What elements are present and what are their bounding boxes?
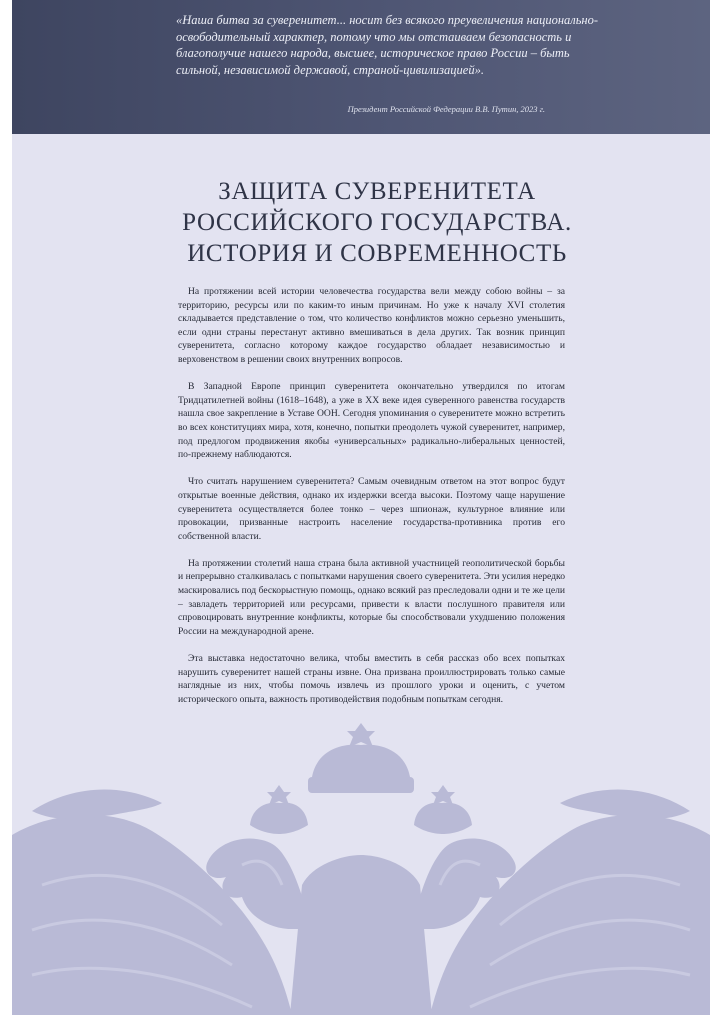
paragraph-2: В Западной Европе принцип суверенитета окончательно утвердился по итогам Тридцатилетней войны (1618–1648), а уже в XX веке идея суверенного равенства государств нашла свое закрепление в Уставе ООН. Сегодня упоминания о суверенитете можно встретить во всех конституциях мира, хотя, конечно, попытки преодолеть чужой суверенитет, например, под предлогом продвижения якобы «универсальных» радикально-либеральных ценностей, по-прежнему наблюдаются.: [178, 381, 565, 461]
paragraph-1: На протяжении всей истории человечества государства вели между собою войны – за территорию, ресурсы или по каким-то иным причинам. Но уже к началу XVI столетия складывается представление о том, что количество конфликтов можно серьезно уменьшить, если одни страны перестанут активно вмешиваться в дела других. Так возник принцип суверенитета, согласно которому каждое государство обладает независимостью и верховенством в решении своих внутренних вопросов.: [178, 286, 565, 365]
double-headed-eagle-emblem: [12, 715, 710, 1015]
body-text: [178, 285, 565, 720]
title-line-1: ЗАЩИТА СУВЕРЕНИТЕТА: [218, 178, 536, 205]
title-line-2: РОССИЙСКОГО ГОСУДАРСТВА.: [182, 209, 572, 236]
quote-banner: [12, 0, 710, 134]
poster-sheet: [12, 0, 710, 1015]
paragraph-5: Эта выставка недостаточно велика, чтобы вместить в себя рассказ обо всех попытках нарушить суверенитет нашей страны извне. Она призвана проиллюстрировать только самые наглядные из них, чтобы помочь извлечь из прошлого уроки и оценить, с учетом исторического опыта, важность противодействия подобным попыткам сегодня.: [178, 653, 565, 705]
title-line-3: ИСТОРИЯ И СОВРЕМЕННОСТЬ: [187, 240, 567, 267]
quote-text: «Наша битва за суверенитет... носит без всякого преувеличения национально-освободительный характер, потому что мы отстаиваем безопасность и благополучие нашего народа, высшее, историческое право России – быть сильной, независимой державой, страной-цивилизацией».: [176, 13, 599, 77]
paragraph-3: Что считать нарушением суверенитета? Самым очевидным ответом на этот вопрос будут открытые военные действия, однако их издержки всегда высоки. Поэтому чаще нарушение суверенитета осуществляется более тонко – через шпионаж, культурное влияние или провокации, призванные настроить население государства-противника против его собственной власти.: [178, 476, 565, 542]
paragraph-4: На протяжении столетий наша страна была активной участницей геополитической борьбы и непрерывно сталкивалась с попытками нарушения своего суверенитета. Эти усилия нередко маскировались под бескорыстную помощь, однако всякий раз преследовали одни и те же цели – завладеть территорией или ресурсами, привести к власти послушного правителя или спровоцировать внутренние конфликты, которые бы способствовали ухудшению положения России на международной арене.: [178, 557, 565, 637]
page-title: [162, 176, 592, 269]
quote-author: Президент Российской Федерации В.В. Путин, 2023 г.: [347, 104, 545, 114]
